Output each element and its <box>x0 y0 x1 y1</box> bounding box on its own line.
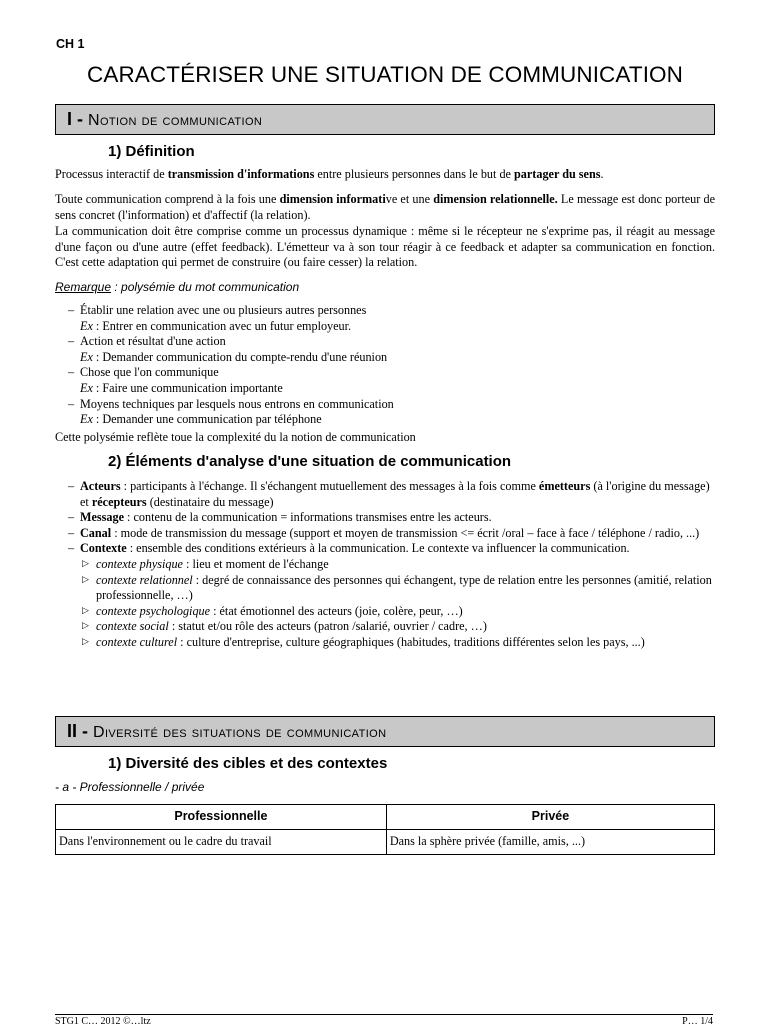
context-item <box>80 557 715 573</box>
example-text: : Faire une communication importante <box>92 380 283 395</box>
dimensions-bold-1: dimension informati <box>279 192 386 206</box>
remark-label: Remarque <box>55 280 112 294</box>
context-label: contexte social <box>96 619 169 634</box>
dynamic-process-paragraph: La communication doit être comprise comme un processus dynamique : même si le récepteur ne s'exprime pas, il réagit au message d'une façon ou d'une autre (effet feedback). L'émetteur va à son tour réagir à ce feedback et adapter sa communication en fonction. C'est cette adaptation qui permet de construire (ou faire cesser) la relation. <box>55 224 715 270</box>
definition-paragraph <box>55 167 715 183</box>
dimensions-bold-2: dimension relationnelle. <box>433 192 558 206</box>
list-item-message <box>55 510 715 526</box>
context-text: : culture d'entreprise, culture géographiques (habitudes, traditions différentes selon les pays, ...) <box>177 634 645 649</box>
definition-bold-1: transmission d'informations <box>167 167 315 181</box>
list-item-text: Action et résultat d'une action <box>80 334 226 349</box>
comparison-table <box>55 804 715 855</box>
context-item <box>80 635 715 651</box>
context-item <box>80 619 715 635</box>
table-header-cell: Professionnelle <box>56 805 387 830</box>
table-cell: Dans l'environnement ou le cadre du travail <box>56 830 387 855</box>
section-2-title: Diversité des situations de communication <box>93 724 387 741</box>
term-acteurs: Acteurs <box>80 479 121 493</box>
context-item <box>80 604 715 620</box>
example-text: : Entrer en communication avec un futur employeur. <box>92 318 352 333</box>
dimensions-text: ve et une <box>385 192 434 206</box>
term-contexte: Contexte <box>80 541 127 556</box>
example-line <box>80 381 715 397</box>
context-label: contexte physique <box>96 556 183 571</box>
polysemy-list <box>55 303 715 428</box>
section-1-number: I - <box>67 109 88 129</box>
definition-text: : ensemble des conditions extérieurs à la communication. Le contexte va influencer la communication. <box>126 541 630 556</box>
example-label: Ex <box>80 412 93 427</box>
footer-left: STG1 C… 2012 ©…ltz <box>55 1016 151 1024</box>
context-label: contexte psychologique <box>96 603 211 618</box>
list-item-acteurs <box>55 479 715 510</box>
list-item <box>55 365 715 396</box>
table-row <box>56 830 715 855</box>
chapter-label: CH 1 <box>56 37 85 51</box>
example-text: : Demander une communication par téléphone <box>92 412 322 427</box>
list-item <box>55 303 715 334</box>
table-header-cell: Privée <box>386 805 714 830</box>
footer-divider <box>55 1014 713 1015</box>
dimensions-paragraph <box>55 192 715 223</box>
definition-text: . <box>600 167 604 181</box>
definition-text: (à l'origine du message) et <box>80 479 710 509</box>
subsection-targets-title: 1) Diversité des cibles et des contextes <box>108 755 388 772</box>
section-2-number: II - <box>67 721 93 741</box>
elements-list <box>55 479 715 651</box>
list-item <box>55 334 715 365</box>
definition-text: Processus interactif de <box>55 167 168 181</box>
example-line <box>80 319 715 335</box>
term-emetteurs: émetteurs <box>538 479 591 493</box>
list-item-canal <box>55 526 715 542</box>
term-message: Message <box>80 510 124 525</box>
definition-text: entre plusieurs personnes dans le but de <box>314 167 515 181</box>
table-cell: Dans la sphère privée (famille, amis, ...) <box>386 830 714 855</box>
definition-text: : contenu de la communication = informations transmises entre les acteurs. <box>124 510 492 525</box>
context-label: contexte culturel <box>96 634 178 649</box>
page-footer <box>55 1016 713 1024</box>
example-label: Ex <box>80 380 93 395</box>
definition-text: : mode de transmission du message (support et moyen de transmission <= écrit /oral – face à face / téléphone / radio, ...) <box>111 525 700 540</box>
table-header-row <box>56 805 715 830</box>
context-text: : statut et/ou rôle des acteurs (patron /salarié, ouvrier / cadre, …) <box>168 619 487 634</box>
example-line <box>80 412 715 428</box>
dimensions-text: Le message est donc porteur de sens concret (l'information) et d'affectif (la relation). <box>55 192 715 222</box>
list-item-text: Moyens techniques par lesquels nous entrons en communication <box>80 396 394 411</box>
context-text: : lieu et moment de l'échange <box>182 556 329 571</box>
list-item-text: Établir une relation avec une ou plusieurs autres personnes <box>80 303 367 317</box>
section-2-heading <box>55 716 715 747</box>
definition-bold-2: partager du sens <box>514 167 601 181</box>
context-sublist <box>80 557 715 651</box>
context-text: : degré de connaissance des personnes qui échangent, type de relation entre les personnes (amitié, relation professionnelle, …) <box>96 572 712 603</box>
subsubsection-title: - a - Professionnelle / privée <box>55 780 205 794</box>
context-item <box>80 573 715 604</box>
list-item-contexte <box>55 541 715 650</box>
example-label: Ex <box>80 349 93 364</box>
footer-right: P… 1/4 <box>682 1016 713 1024</box>
remark-line <box>55 280 299 296</box>
example-label: Ex <box>80 318 93 333</box>
polysemy-conclusion: Cette polysémie reflète toue la complexité du la notion de communication <box>55 430 416 444</box>
definition-text: (destinataire du message) <box>146 494 274 509</box>
example-text: : Demander communication du compte-rendu d'une réunion <box>92 349 388 364</box>
page-title: CARACTÉRISER UNE SITUATION DE COMMUNICATION <box>87 62 683 87</box>
example-line <box>80 350 715 366</box>
subsection-analysis-title: 2) Éléments d'analyse d'une situation de communication <box>108 453 512 470</box>
section-1-heading <box>55 104 715 135</box>
list-item-text: Chose que l'on communique <box>80 365 219 380</box>
dimensions-text: Toute communication comprend à la fois une <box>55 192 280 206</box>
term-canal: Canal <box>80 525 112 540</box>
term-recepteurs: récepteurs <box>91 494 147 509</box>
list-item <box>55 397 715 428</box>
context-label: contexte relationnel <box>96 572 193 587</box>
remark-text: : polysémie du mot communication <box>111 280 300 294</box>
subsection-definition-title: 1) Définition <box>108 143 195 160</box>
section-1-title: Notion de communication <box>88 112 263 129</box>
context-text: : état émotionnel des acteurs (joie, colère, peur, …) <box>210 603 463 618</box>
definition-text: : participants à l'échange. Il s'échangent mutuellement des messages à la fois comme <box>120 479 539 493</box>
